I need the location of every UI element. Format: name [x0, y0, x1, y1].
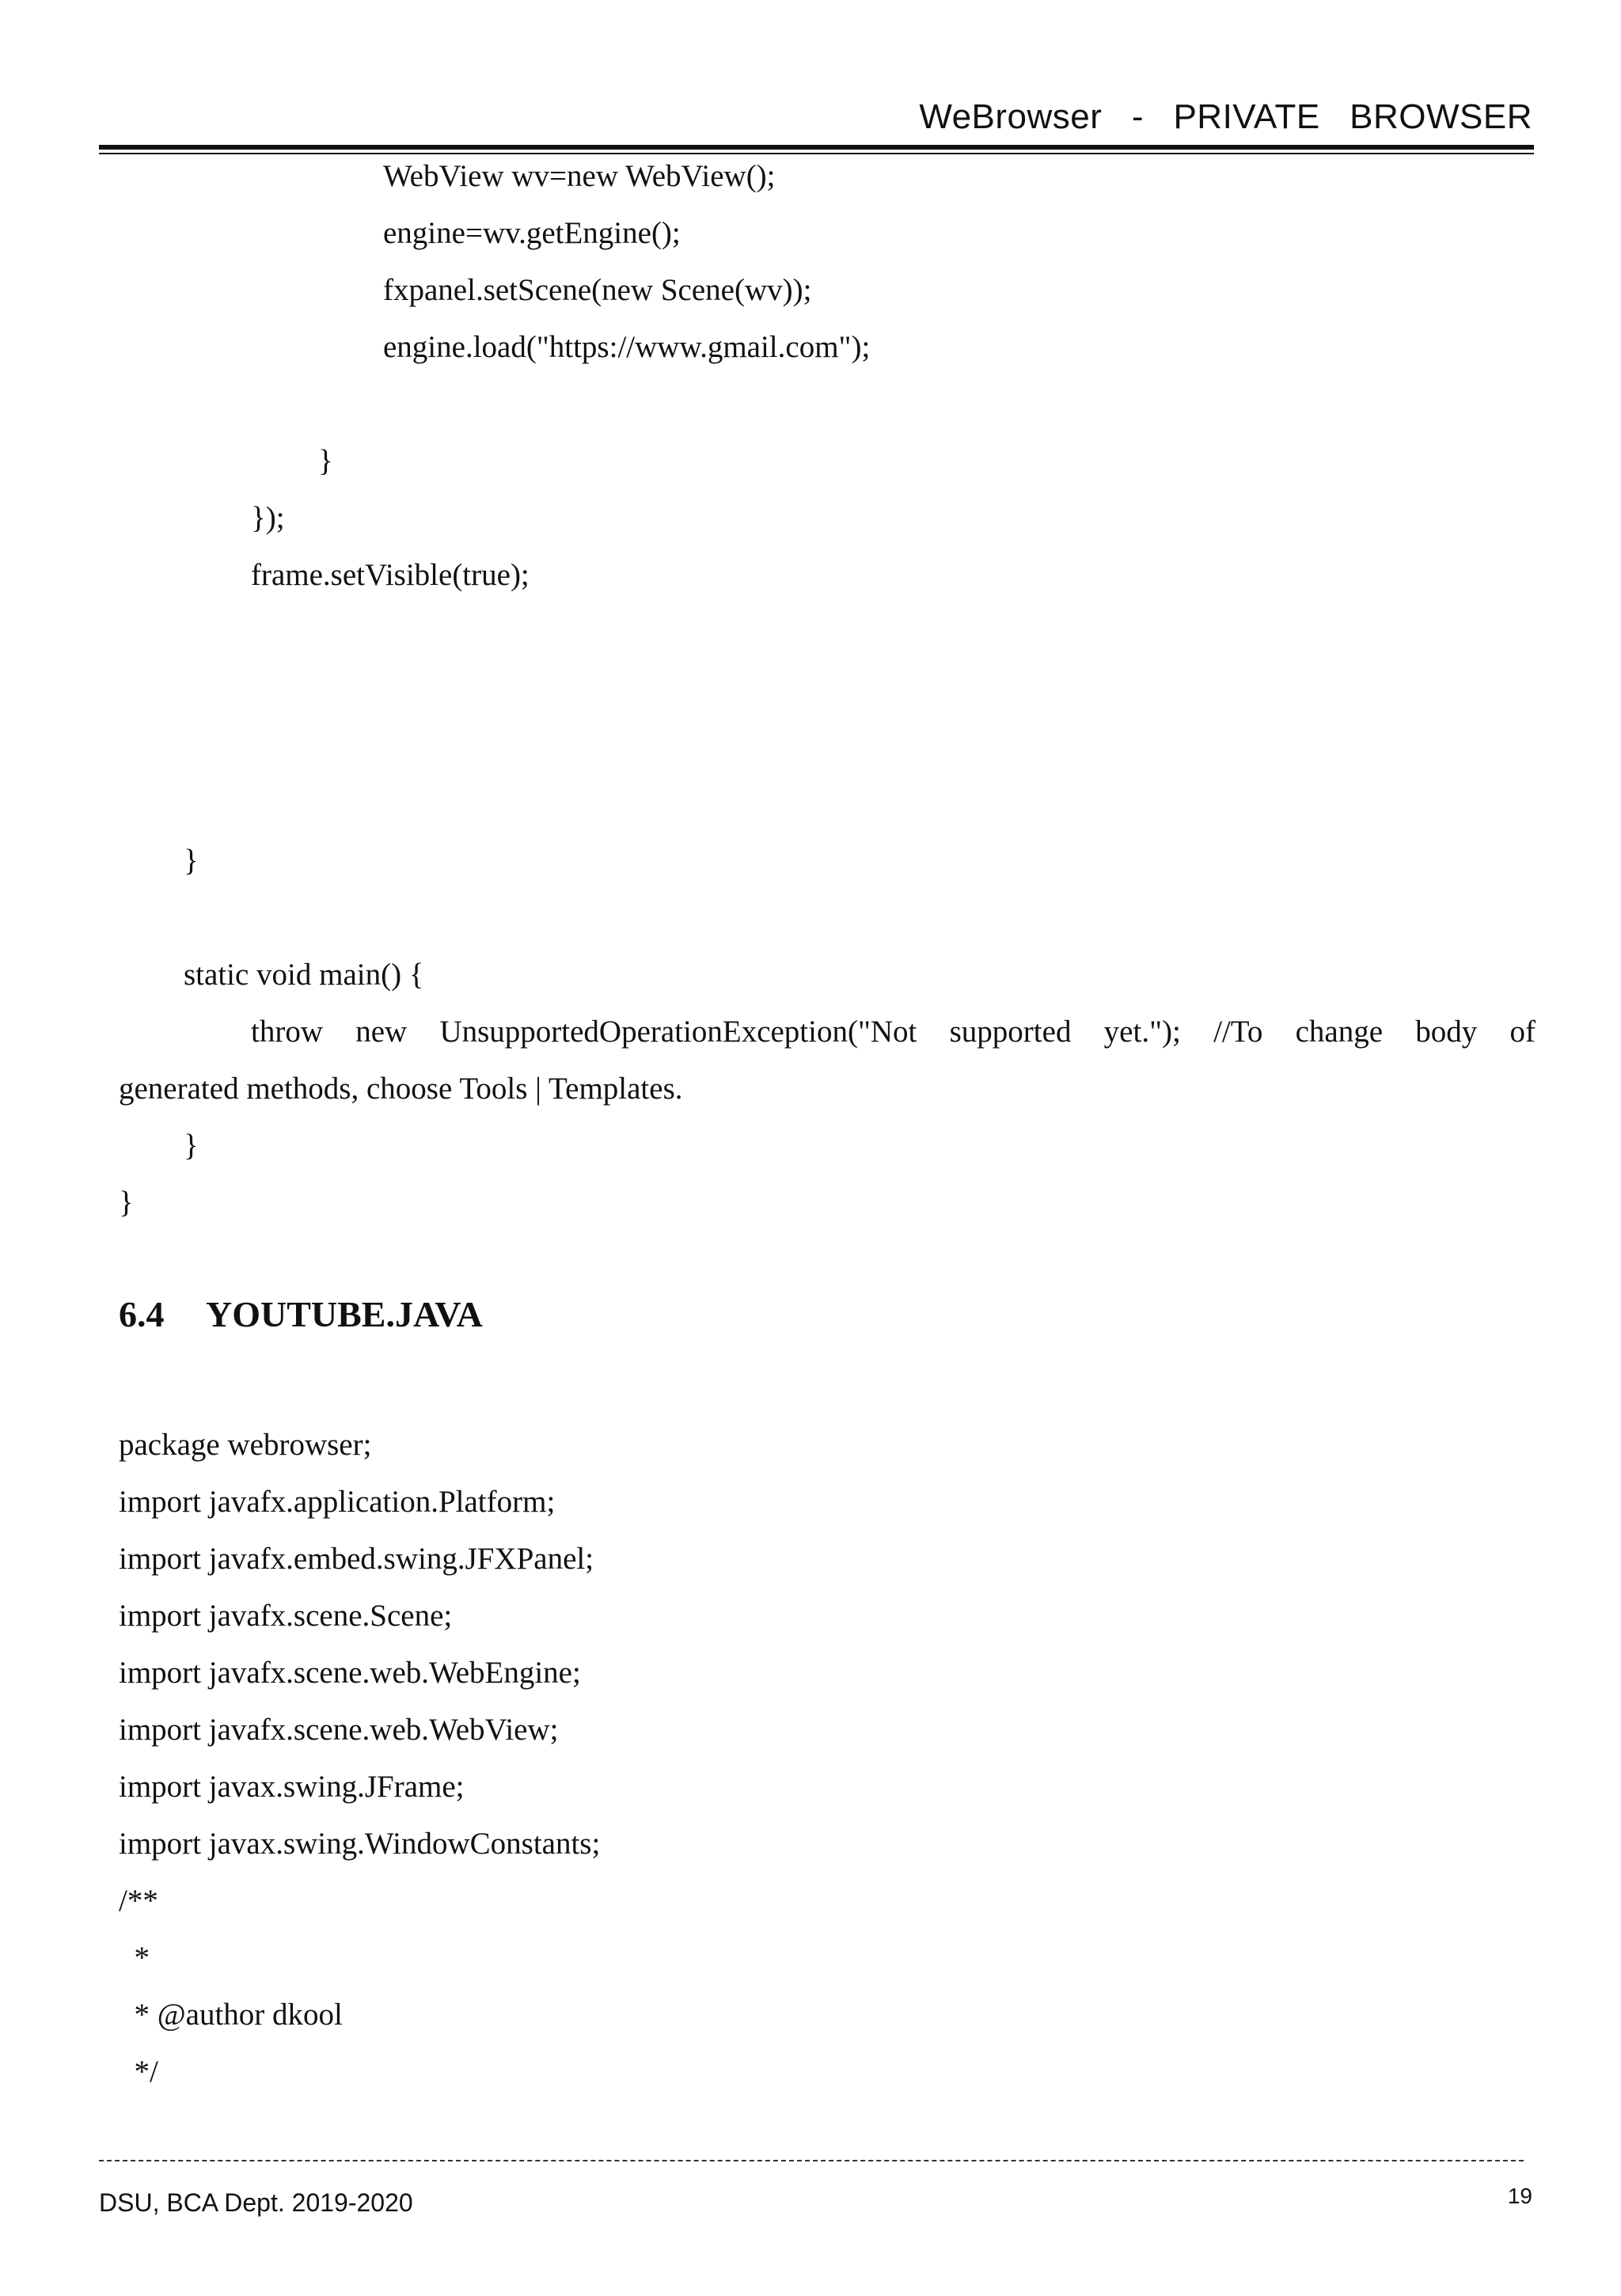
- section-heading: [119, 1296, 483, 1333]
- code-line: import javafx.application.Platform;: [119, 1485, 556, 1519]
- section-number: 6.4: [119, 1294, 165, 1334]
- code-line: import javax.swing.WindowConstants;: [119, 1827, 601, 1861]
- footer-rule: [99, 2160, 1524, 2161]
- code-line: package webrowser;: [119, 1428, 372, 1462]
- code-line: frame.setVisible(true);: [251, 558, 530, 592]
- code-line: /**: [119, 1884, 158, 1918]
- running-header-title: WeBrowser - PRIVATE BROWSER: [919, 97, 1532, 136]
- header-rule: [99, 145, 1534, 150]
- code-line: * @author dkool: [119, 1998, 343, 2032]
- code-line: engine=wv.getEngine();: [383, 216, 681, 250]
- code-line: */: [119, 2055, 158, 2089]
- code-line: static void main() {: [184, 958, 424, 992]
- code-line: import javafx.embed.swing.JFXPanel;: [119, 1542, 594, 1576]
- page-number: 19: [1507, 2184, 1532, 2208]
- section-title: YOUTUBE.JAVA: [206, 1294, 483, 1334]
- code-line: import javax.swing.JFrame;: [119, 1770, 465, 1804]
- code-line-justified: throw new UnsupportedOperationException("Not supported yet."); //To change body of: [251, 1015, 1536, 1049]
- header-rule-thin: [99, 153, 1534, 154]
- code-line: }: [184, 844, 199, 878]
- footer-department: DSU, BCA Dept. 2019-2020: [99, 2188, 413, 2217]
- code-line: WebView wv=new WebView();: [383, 159, 776, 193]
- code-line: }: [184, 1129, 199, 1163]
- code-line: import javafx.scene.Scene;: [119, 1599, 453, 1633]
- code-line: fxpanel.setScene(new Scene(wv));: [383, 273, 812, 307]
- code-line: *: [119, 1941, 150, 1975]
- code-line: import javafx.scene.web.WebEngine;: [119, 1656, 581, 1690]
- code-line: }: [119, 1186, 134, 1220]
- code-line: engine.load("https://www.gmail.com");: [383, 330, 871, 364]
- code-line: import javafx.scene.web.WebView;: [119, 1713, 559, 1747]
- code-line: });: [251, 501, 285, 535]
- code-line: generated methods, choose Tools | Templates.: [119, 1072, 683, 1106]
- code-line: }: [318, 444, 333, 478]
